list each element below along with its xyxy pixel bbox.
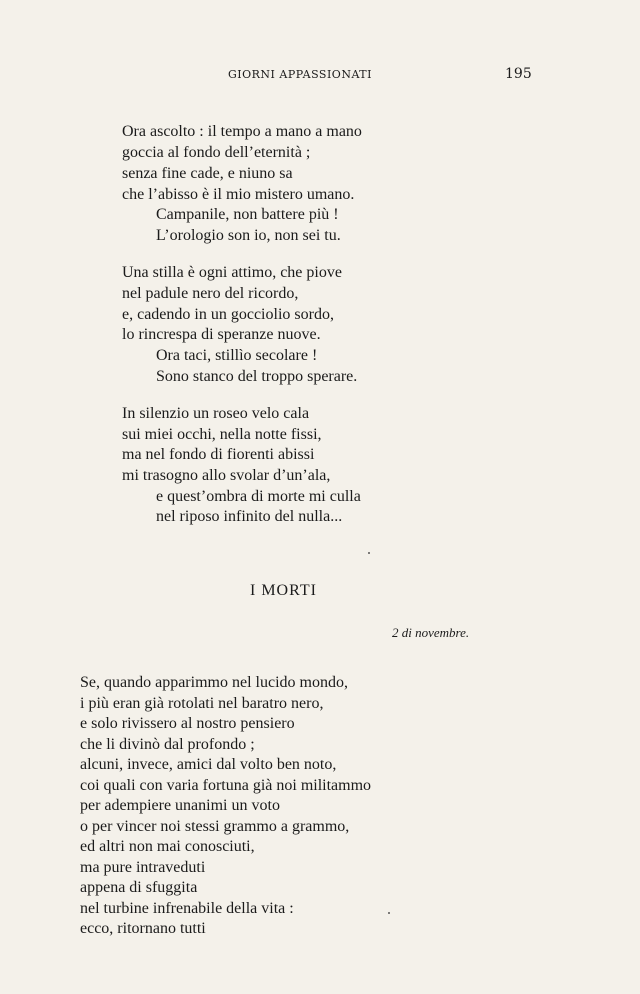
print-speck (388, 912, 390, 914)
verse-line: Una stilla è ogni attimo, che piove (122, 264, 342, 281)
verse-line: lo rincrespa di speranze nuove. (122, 326, 321, 343)
verse-line: Sono stanco del troppo sperare. (156, 368, 358, 385)
verse-line: nel riposo infinito del nulla... (156, 508, 343, 525)
page-number: 195 (505, 66, 532, 82)
poem-date: 2 di novembre. (392, 625, 470, 640)
verse-line: che li divinò dal profondo ; (80, 736, 255, 753)
verse-line: Ora ascolto : il tempo a mano a mano (122, 123, 362, 140)
verse-line: nel padule nero del ricordo, (122, 285, 299, 302)
verse-line: mi trasogno allo svolar d’un’ala, (122, 467, 331, 484)
verse-line: appena di sfuggita (80, 879, 198, 896)
verse-line: ed altri non mai conosciuti, (80, 838, 255, 855)
poem-title: I MORTI (250, 582, 317, 599)
verse-line: nel turbine infrenabile della vita : (80, 900, 294, 917)
running-title: GIORNI APPASSIONATI (228, 68, 372, 81)
verse-line: Se, quando apparimmo nel lucido mondo, (80, 674, 348, 691)
verse-line: e quest’ombra di morte mi culla (156, 488, 361, 505)
verse-line: senza fine cade, e niuno sa (122, 165, 293, 182)
verse-line: e, cadendo in un gocciolio sordo, (122, 306, 334, 323)
verse-line: i più eran già rotolati nel baratro nero, (80, 695, 324, 712)
verse-line: ma pure intraveduti (80, 859, 206, 876)
verse-line: per adempiere unanimi un voto (80, 797, 280, 814)
verse-line: che l’abisso è il mio mistero umano. (122, 186, 355, 203)
verse-line: ma nel fondo di fiorenti abissi (122, 446, 315, 463)
verse-line: sui miei occhi, nella notte fissi, (122, 426, 322, 443)
verse-line: In silenzio un roseo velo cala (122, 405, 310, 422)
verse-line: alcuni, invece, amici dal volto ben noto, (80, 756, 337, 773)
verse-line: coi quali con varia fortuna già noi militammo (80, 777, 372, 794)
verse-line: o per vincer noi stessi grammo a grammo, (80, 818, 350, 835)
verse-line: e solo rivissero al nostro pensiero (80, 715, 295, 732)
verse-line: goccia al fondo dell’eternità ; (122, 144, 311, 161)
verse-line: ecco, ritornano tutti (80, 920, 206, 937)
verse-line: Ora taci, stillìo secolare ! (156, 347, 318, 364)
verse-line: Campanile, non battere più ! (156, 206, 339, 223)
verse-line: L’orologio son io, non sei tu. (156, 227, 341, 244)
print-speck (368, 552, 370, 554)
